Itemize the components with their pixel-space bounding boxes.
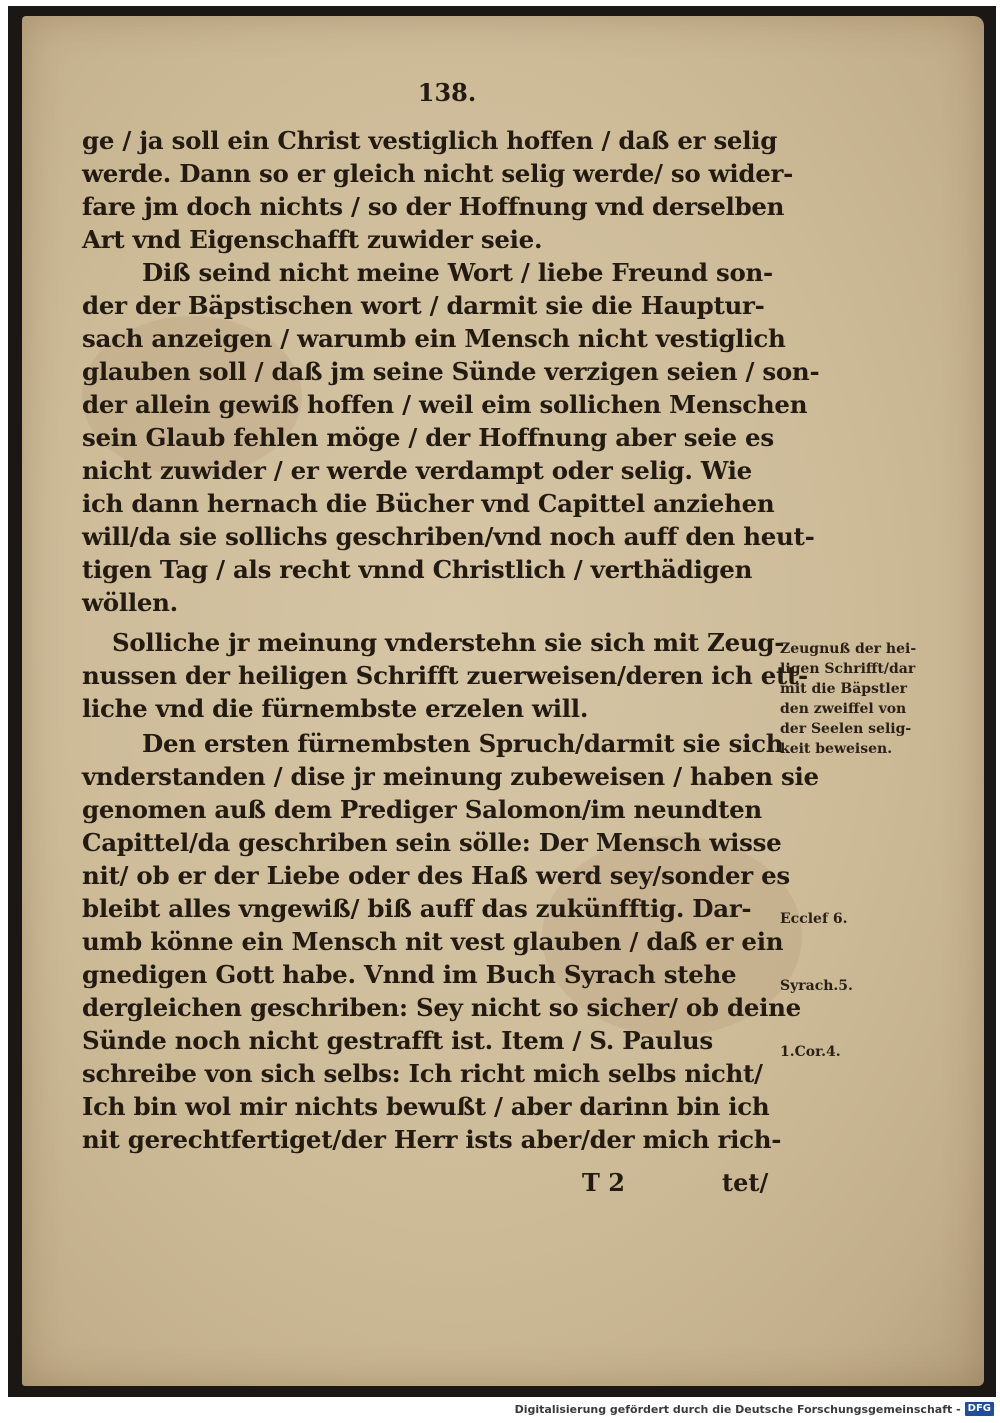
text-line: der der Bäpstischen wort / darmit sie die Hauptur- bbox=[82, 291, 765, 320]
text-line: vnderstanden / dise jr meinung zubeweisen / haben sie bbox=[82, 762, 819, 791]
margin-note-line: den zweiffel von bbox=[780, 701, 907, 717]
text-line: werde. Dann so er gleich nicht selig werde/ so wider- bbox=[82, 159, 794, 188]
text-line: nussen der heiligen Schrifft zuerweisen/deren ich ett- bbox=[82, 661, 808, 690]
signature-mark: T 2 bbox=[582, 1168, 625, 1197]
text-line: nit/ ob er der Liebe oder des Haß werd sey/sonder es bbox=[82, 861, 790, 890]
text-line: wöllen. bbox=[82, 588, 178, 617]
text-line: der allein gewiß hoffen / weil eim sollichen Menschen bbox=[82, 390, 808, 419]
margin-ref-syrach: Syrach.5. bbox=[780, 978, 853, 994]
margin-ref-cor: 1.Cor.4. bbox=[780, 1044, 841, 1060]
text-line: tigen Tag / als recht vnnd Christlich / verthädigen bbox=[82, 555, 753, 584]
text-line: ge / ja soll ein Christ vestiglich hoffen / daß er selig bbox=[82, 126, 778, 155]
text-line: fare jm doch nichts / so der Hoffnung vnd derselben bbox=[82, 192, 785, 221]
margin-ref-eccles: Ecclef 6. bbox=[780, 911, 848, 927]
text-line: Ich bin wol mir nichts bewußt / aber darinn bin ich bbox=[82, 1092, 770, 1121]
text-line: schreibe von sich selbs: Ich richt mich selbs nicht/ bbox=[82, 1059, 763, 1088]
text-line: bleibt alles vngewiß/ biß auff das zukünfftig. Dar- bbox=[82, 894, 752, 923]
margin-note-line: Zeugnuß der hei- bbox=[780, 641, 917, 657]
text-line: glauben soll / daß jm seine Sünde verzigen seien / son- bbox=[82, 357, 820, 386]
margin-note-line: mit die Bäpstler bbox=[780, 681, 908, 697]
text-line: Diß seind nicht meine Wort / liebe Freund son- bbox=[142, 258, 773, 287]
text-line: liche vnd die fürnembste erzelen will. bbox=[82, 694, 589, 723]
margin-note-line: der Seelen selig- bbox=[780, 721, 912, 737]
text-line: nit gerechtfertiget/der Herr ists aber/der mich rich- bbox=[82, 1125, 782, 1154]
text-line: Art vnd Eigenschafft zuwider seie. bbox=[82, 225, 543, 254]
text-line: Capittel/da geschriben sein sölle: Der Mensch wisse bbox=[82, 828, 782, 857]
text-line: will/da sie sollichs geschriben/vnd noch auff den heut- bbox=[82, 522, 815, 551]
digitization-footer bbox=[515, 1401, 994, 1417]
text-line: genomen auß dem Prediger Salomon/im neundten bbox=[82, 795, 762, 824]
scan-frame bbox=[8, 6, 996, 1397]
text-line: sach anzeigen / warumb ein Mensch nicht vestiglich bbox=[82, 324, 786, 353]
text-line: nicht zuwider / er werde verdampt oder selig. Wie bbox=[82, 456, 752, 485]
margin-note-line: keit beweisen. bbox=[780, 741, 893, 757]
catchword: tet/ bbox=[722, 1168, 769, 1197]
text-line: Solliche jr meinung vnderstehn sie sich mit Zeug- bbox=[112, 628, 785, 657]
text-line: umb könne ein Mensch nit vest glauben / daß er ein bbox=[82, 927, 784, 956]
text-line: sein Glaub fehlen möge / der Hoffnung aber seie es bbox=[82, 423, 774, 452]
text-line: ich dann hernach die Bücher vnd Capittel anziehen bbox=[82, 489, 775, 518]
text-line: gnedigen Gott habe. Vnnd im Buch Syrach stehe bbox=[82, 960, 737, 989]
page-number: 138. bbox=[417, 78, 477, 107]
text-line: Sünde noch nicht gestrafft ist. Item / S. Paulus bbox=[82, 1026, 713, 1055]
book-page bbox=[22, 16, 984, 1386]
margin-note-line: ligen Schrifft/dar bbox=[780, 661, 916, 677]
text-line: Den ersten fürnembsten Spruch/darmit sie sich bbox=[142, 729, 784, 758]
footer-text: Digitalisierung gefördert durch die Deutsche Forschungsgemeinschaft - bbox=[514, 1402, 961, 1416]
dfg-logo-icon: DFG bbox=[965, 1402, 994, 1416]
text-line: dergleichen geschriben: Sey nicht so sicher/ ob deine bbox=[82, 993, 801, 1022]
